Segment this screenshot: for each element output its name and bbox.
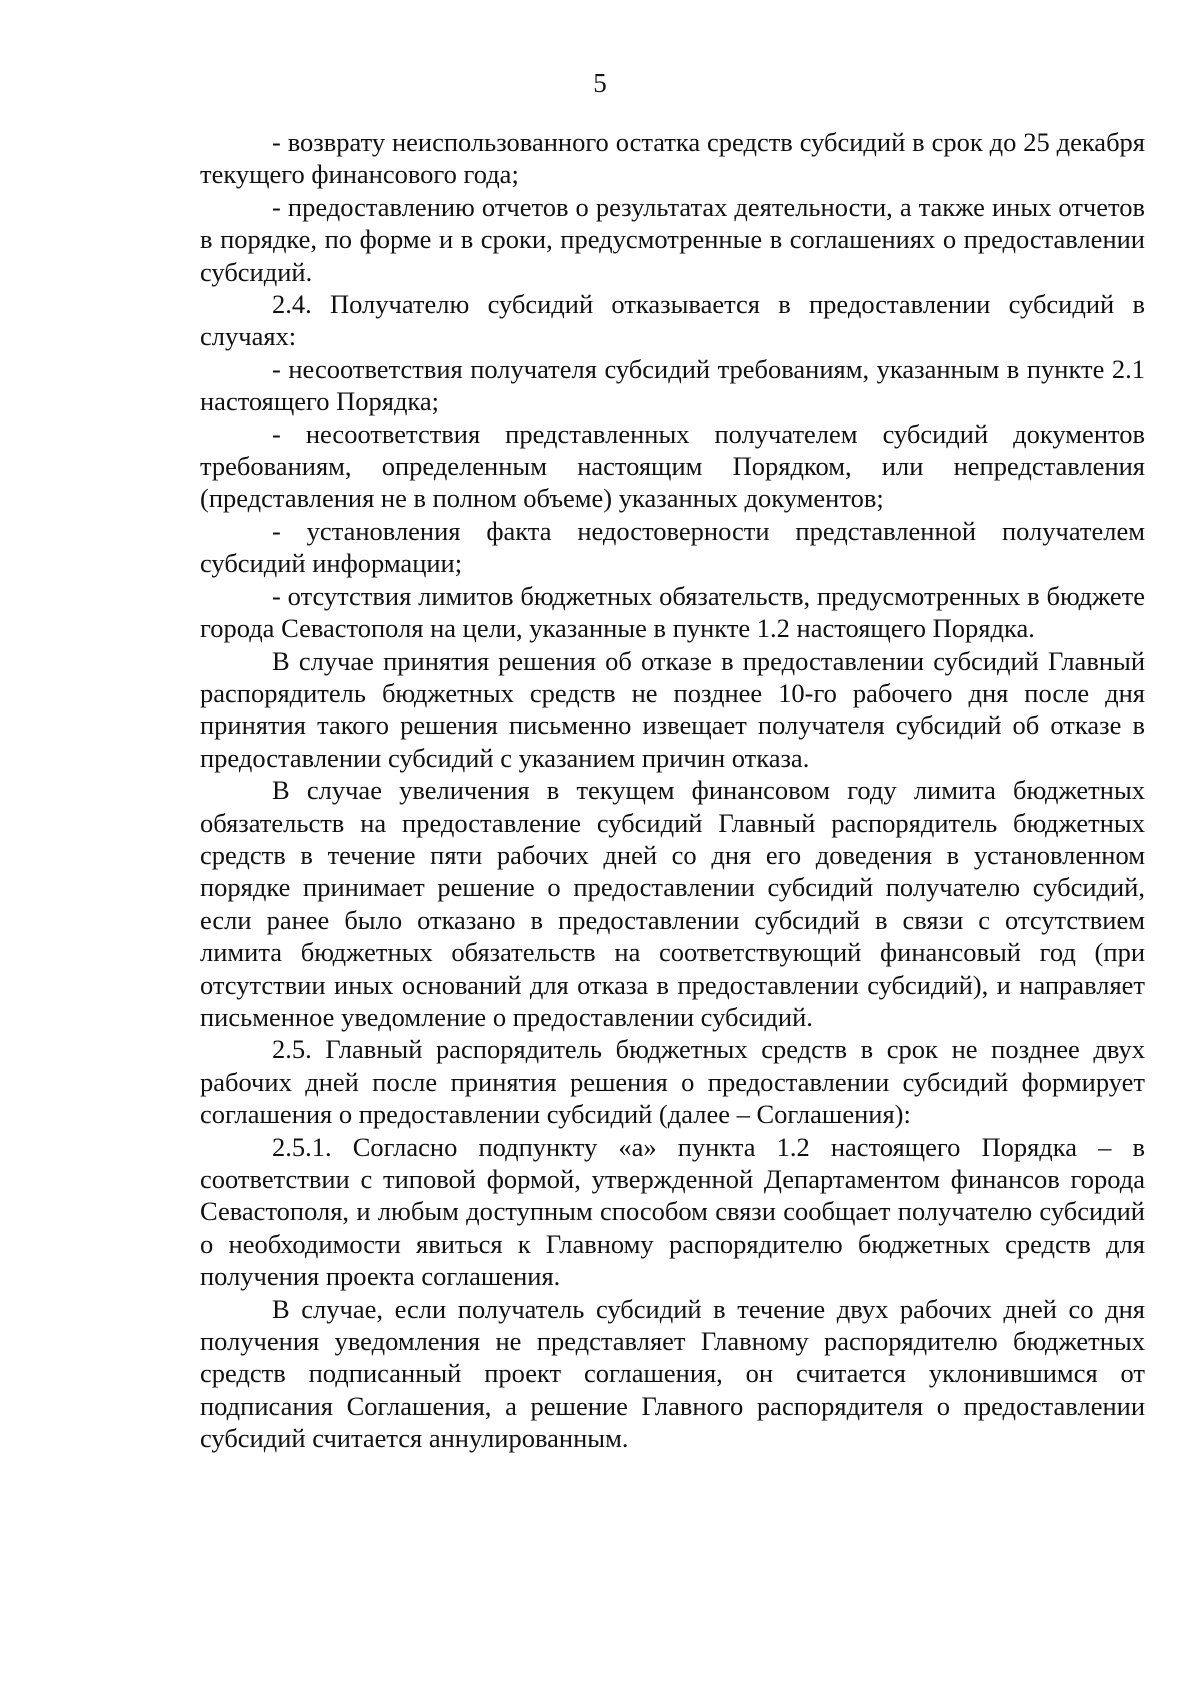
paragraph-refund-remaining-funds: - возврату неиспользованного остатка средств субсидий в срок до 25 декабря текущего финансового года; [200, 127, 1145, 190]
paragraph-no-budget-limits: - отсутствия лимитов бюджетных обязательств, предусмотренных в бюджете города Севастополя на цели, указанные в пункте 1.2 настоящего Порядка. [200, 580, 1145, 644]
paragraph-false-information: - установления факта недостоверности представленной получателем субсидий информации; [200, 515, 1145, 579]
document-body [200, 126, 1145, 1455]
paragraph-noncompliance-documents: - несоответствия представленных получателем субсидий документов требованиям, определенным настоящим Порядком, или непредставления (представления не в полном объеме) указанных документов; [200, 418, 1145, 514]
paragraph-evasion-annulment: В случае, если получатель субсидий в течение двух рабочих дней со дня получения уведомления не представляет Главному распорядителю бюджетных средств подписанный проект соглашения, он считается уклонившимся от подписания Соглашения, а решение Главного распорядителя о предоставлении субсидий считается аннулированным. [200, 1293, 1145, 1454]
paragraph-refusal-notice: В случае принятия решения об отказе в предоставлении субсидий Главный распорядитель бюджетных средств не позднее 10-го рабочего дня после дня принятия такого решения письменно извещает получателя субсидий об отказе в предоставлении субсидий с указанием причин отказа. [200, 645, 1145, 773]
paragraph-2-4-refusal-cases: 2.4. Получателю субсидий отказывается в предоставлении субсидий в случаях: [200, 289, 1145, 352]
paragraph-2-5-agreements: 2.5. Главный распорядитель бюджетных средств в срок не позднее двух рабочих дней после принятия решения о предоставлении субсидий формирует соглашения о предоставлении субсидий (далее – Соглашения): [200, 1034, 1145, 1130]
paragraph-noncompliance-requirements: - несоответствия получателя субсидий требованиям, указанным в пункте 2.1 настоящего Порядка; [200, 353, 1145, 417]
page-number: 5 [593, 68, 607, 98]
paragraph-2-5-1-standard-form: 2.5.1. Согласно подпункту «а» пункта 1.2 настоящего Порядка – в соответствии с типовой формой, утвержденной Департаментом финансов города Севастополя, и любым доступным способом связи сообщает получателю субсидий о необходимости явиться к Главному распорядителю бюджетных средств для получения проекта соглашения. [200, 1131, 1145, 1292]
paragraph-limit-increase: В случае увеличения в текущем финансовом году лимита бюджетных обязательств на предоставление субсидий Главный распорядитель бюджетных средств в течение пяти рабочих дней со дня его доведения в установленном порядке принимает решение о предоставлении субсидий получателю субсидий, если ранее было отказано в предоставлении субсидий в связи с отсутствием лимита бюджетных обязательств на соответствующий финансовый год (при отсутствии иных оснований для отказа в предоставлении субсидий), и направляет письменное уведомление о предоставлении субсидий. [200, 775, 1145, 1032]
paragraph-reports: - предоставлению отчетов о результатах деятельности, а также иных отчетов в порядке, по форме и в сроки, предусмотренные в соглашениях о предоставлении субсидий. [200, 191, 1145, 287]
